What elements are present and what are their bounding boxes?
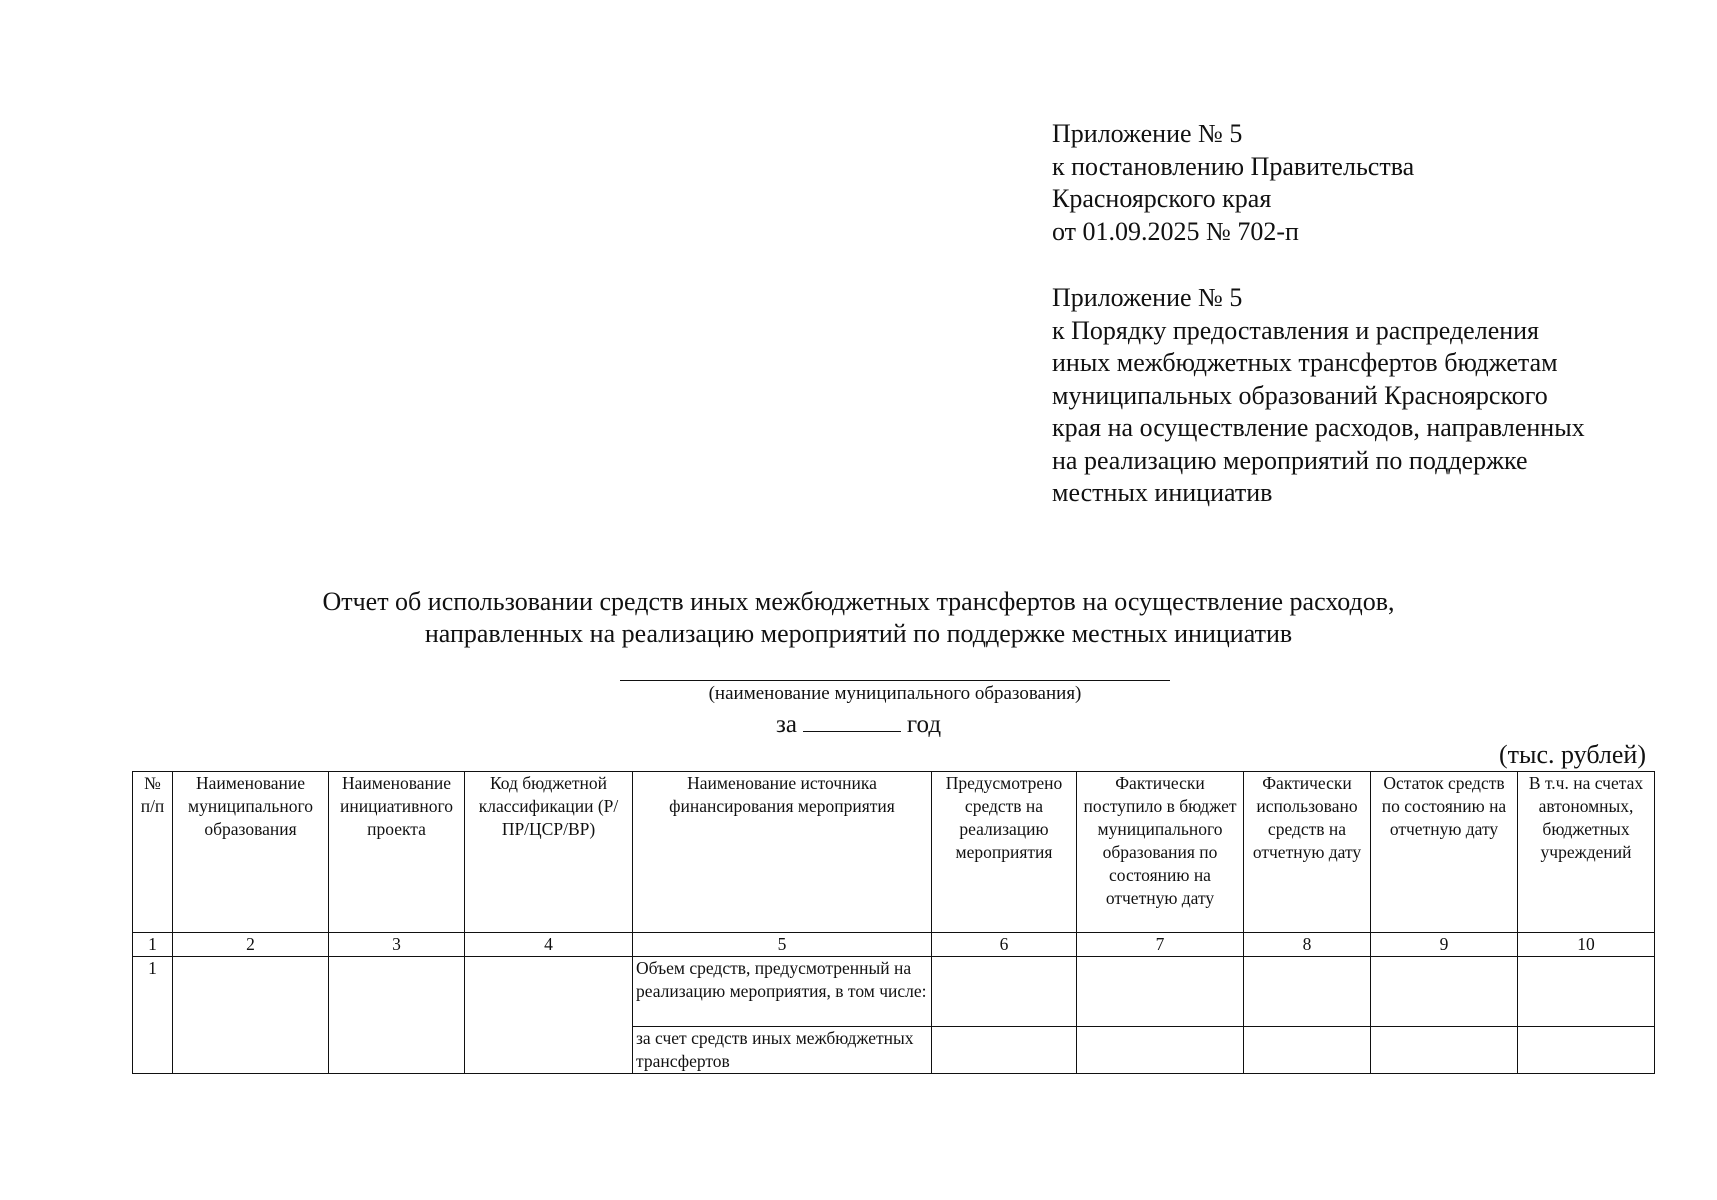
year-suffix: год <box>906 711 942 738</box>
cell-received <box>1077 1027 1244 1074</box>
col-header-number: № п/п <box>133 772 173 933</box>
cell-planned <box>932 1027 1077 1074</box>
cell-institutions <box>1518 1027 1655 1074</box>
column-number: 6 <box>932 933 1077 957</box>
appendix-line: Красноярского края <box>1052 184 1272 213</box>
year-blank <box>803 709 901 732</box>
municipality-caption: (наименование муниципального образования) <box>708 683 1082 704</box>
column-number: 1 <box>133 933 173 957</box>
units-label: (тыс. рублей) <box>1498 740 1646 769</box>
appendix-to-procedure <box>1052 282 1585 510</box>
appendix-line: от 01.09.2025 № 702-п <box>1052 216 1299 246</box>
cell-used <box>1244 957 1371 1027</box>
appendix-to-resolution <box>1052 118 1414 248</box>
municipality-name-blank <box>620 680 1170 681</box>
column-number: 8 <box>1244 933 1371 957</box>
appendix-line: к постановлению Правительства <box>1052 151 1415 181</box>
cell-project <box>329 957 465 1074</box>
column-number: 2 <box>173 933 329 957</box>
col-header-project: Наименование инициативного проекта <box>329 772 465 933</box>
col-header-municipality: Наименование муниципального образования <box>173 772 329 933</box>
appendix-line: Приложение № 5 <box>1052 283 1243 312</box>
column-number: 10 <box>1518 933 1655 957</box>
cell-budget-code <box>465 957 633 1074</box>
cell-municipality <box>173 957 329 1074</box>
appendix-line: на реализацию мероприятий по поддержке <box>1052 445 1528 475</box>
year-prefix: за <box>775 711 797 738</box>
appendix-line: местных инициатив <box>1052 478 1273 507</box>
column-number: 7 <box>1077 933 1244 957</box>
row-number: 1 <box>133 957 173 1074</box>
table-row <box>133 957 1655 1027</box>
col-header-balance: Остаток средств по состоянию на отчетную дату <box>1371 772 1518 933</box>
column-number: 9 <box>1371 933 1518 957</box>
cell-source-transfers: за счет средств иных межбюджетных трансфертов <box>633 1027 932 1074</box>
report-year-line <box>0 709 1717 739</box>
cell-balance <box>1371 957 1518 1027</box>
report-title-line: Отчет об использовании средств иных межбюджетных трансфертов на осуществление расходов, <box>322 587 1395 616</box>
cell-received <box>1077 957 1244 1027</box>
col-header-received: Фактически поступило в бюджет муниципального образования по состоянию на отчетную дату <box>1077 772 1244 933</box>
appendix-line: иных межбюджетных трансфертов бюджетам <box>1052 348 1558 377</box>
cell-used <box>1244 1027 1371 1074</box>
table-header-row <box>133 772 1655 933</box>
col-header-budget-code: Код бюджетной классификации (Р/ПР/ЦСР/ВР) <box>465 772 633 933</box>
report-title <box>0 586 1717 650</box>
cell-planned <box>932 957 1077 1027</box>
col-header-planned: Предусмотрено средств на реализацию мероприятия <box>932 772 1077 933</box>
col-header-funding-source: Наименование источника финансирования мероприятия <box>633 772 932 933</box>
column-number: 4 <box>465 933 633 957</box>
cell-institutions <box>1518 957 1655 1027</box>
appendix-line: к Порядку предоставления и распределения <box>1052 315 1540 345</box>
cell-source-total: Объем средств, предусмотренный на реализацию мероприятия, в том числе: <box>633 957 932 1027</box>
column-numbers-row <box>133 933 1655 957</box>
appendix-line: Приложение № 5 <box>1052 119 1243 148</box>
appendix-line: муниципальных образований Красноярского <box>1052 380 1548 410</box>
column-number: 5 <box>633 933 932 957</box>
cell-balance <box>1371 1027 1518 1074</box>
col-header-institutions: В т.ч. на счетах автономных, бюджетных учреждений <box>1518 772 1655 933</box>
report-table <box>132 771 1655 1074</box>
column-number: 3 <box>329 933 465 957</box>
appendix-line: края на осуществление расходов, направленных <box>1052 413 1585 442</box>
report-title-line: направленных на реализацию мероприятий по поддержке местных инициатив <box>424 619 1293 648</box>
col-header-used: Фактически использовано средств на отчетную дату <box>1244 772 1371 933</box>
